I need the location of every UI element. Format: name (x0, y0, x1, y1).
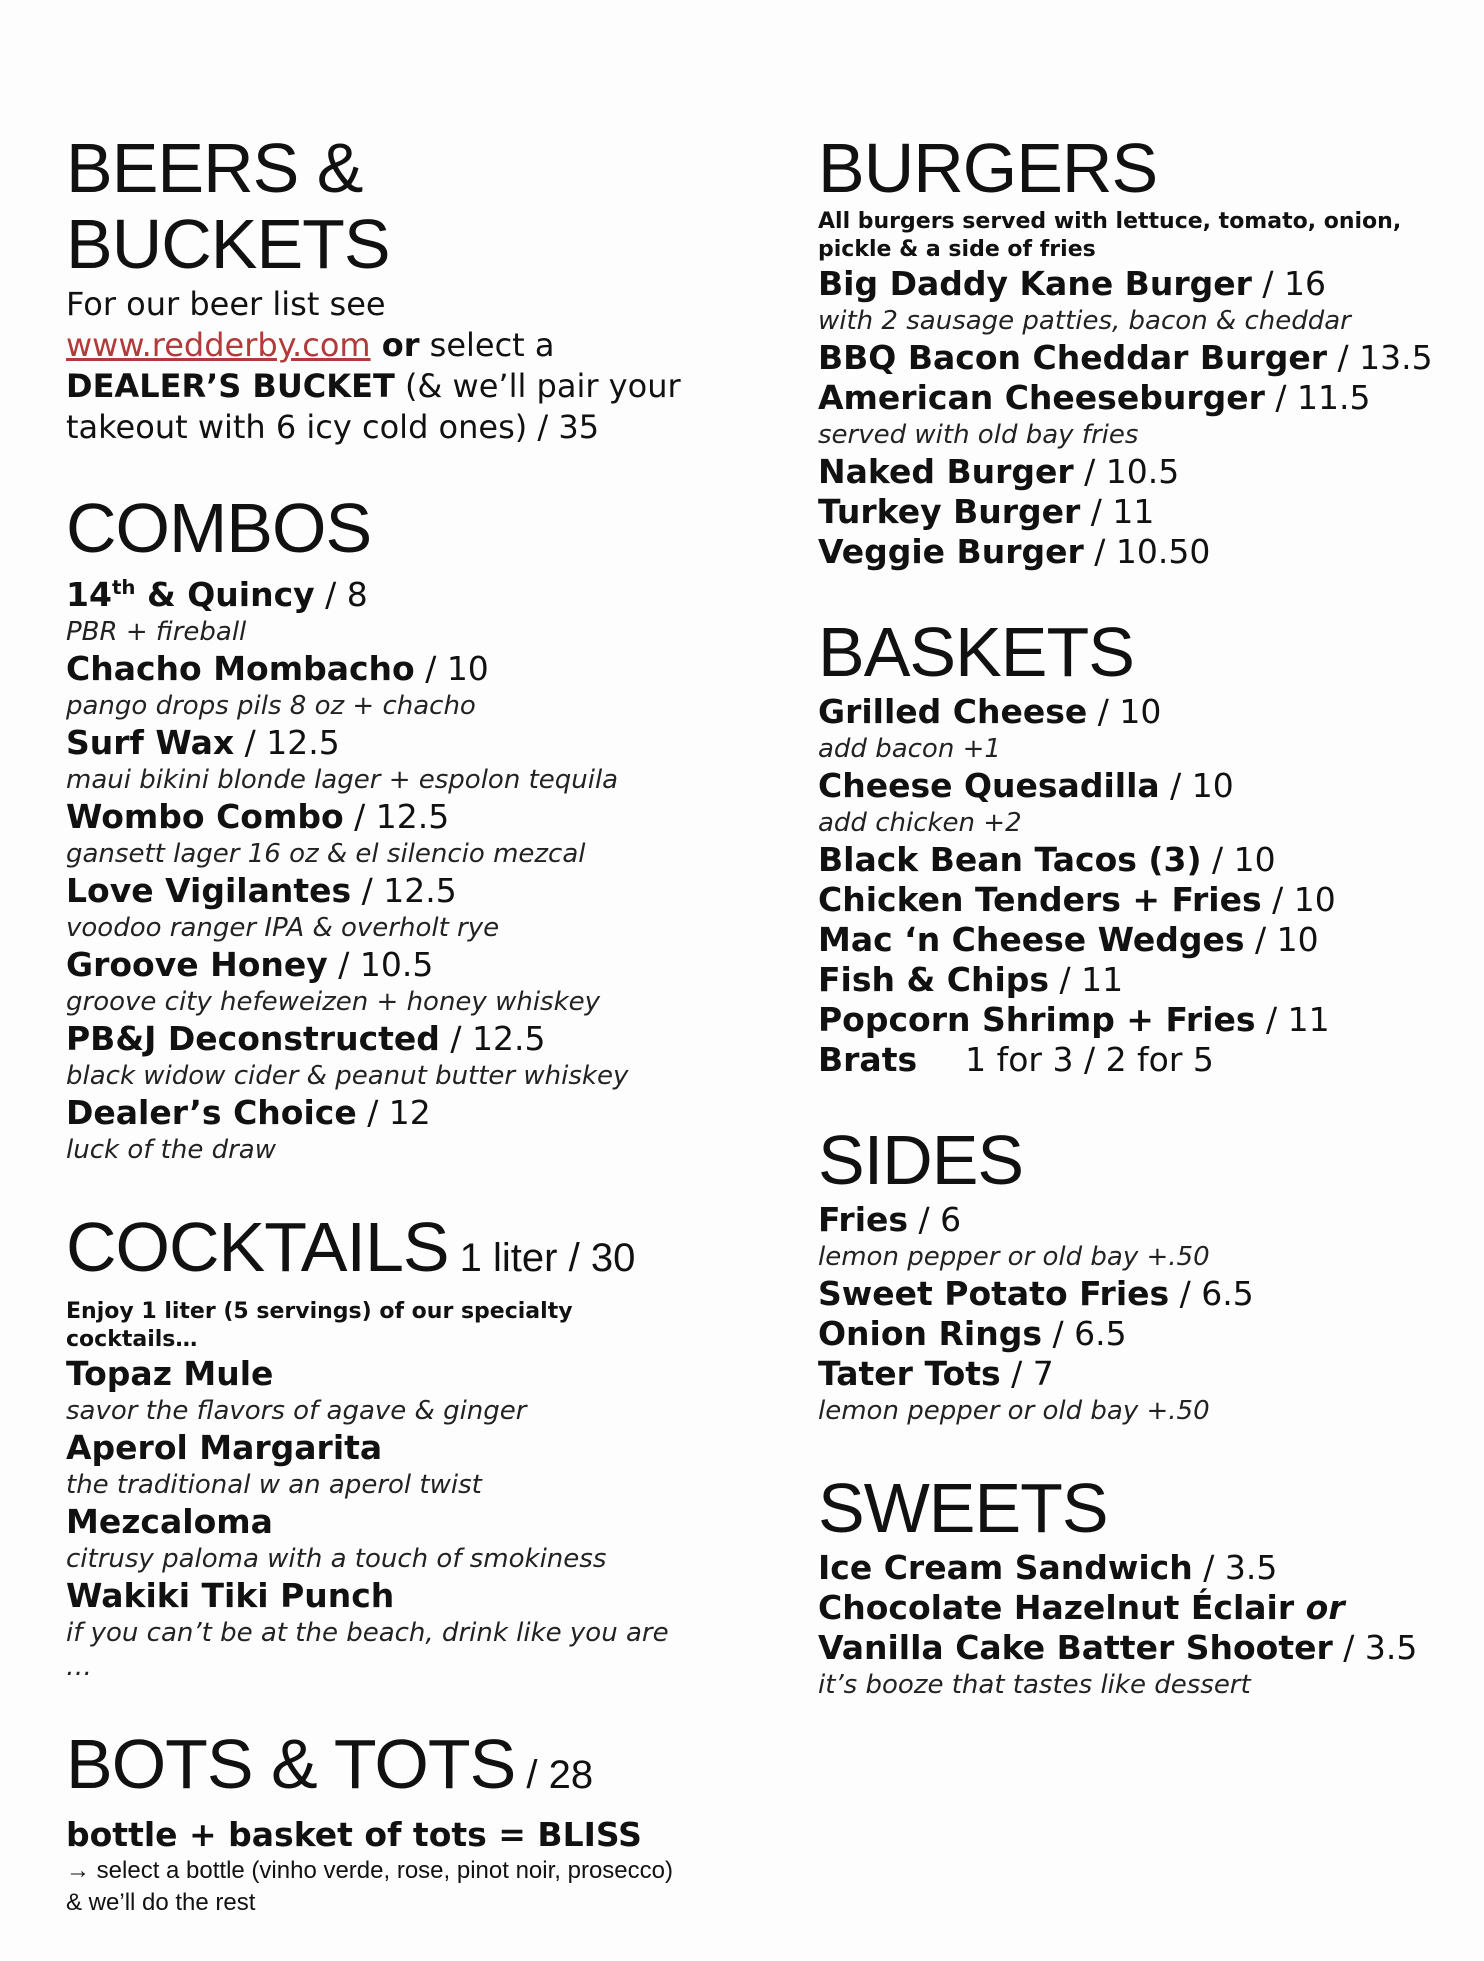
item-desc: luck of the draw (66, 1135, 276, 1165)
item-or: or (1294, 1588, 1345, 1627)
item-price: / 11 (1255, 1000, 1330, 1039)
menu-item (818, 766, 1438, 806)
item-name: Ice Cream Sandwich (818, 1548, 1193, 1587)
item-price: / 6.5 (1169, 1274, 1254, 1313)
item-price: / 11 (1080, 492, 1155, 531)
menu-item (818, 1000, 1438, 1040)
item-name: American Cheeseburger (818, 378, 1265, 417)
item-price: / 10.5 (1073, 452, 1180, 491)
burgers-section (818, 130, 1438, 572)
combos-list (66, 649, 686, 1167)
beer-list-link[interactable]: www.redderby.com (66, 326, 371, 364)
item-name: 14th & Quincy (66, 575, 315, 614)
menu-item (818, 840, 1438, 880)
menu-item (66, 1502, 686, 1542)
menu-item (818, 960, 1438, 1000)
item-price: / 10 (414, 649, 489, 688)
item-price: / 12 (356, 1093, 431, 1132)
burgers-heading: BURGERS (818, 129, 1158, 207)
menu-item (818, 880, 1438, 920)
item-name: Chocolate Hazelnut Éclair (818, 1588, 1295, 1627)
beers-line2b: select a (419, 326, 555, 364)
menu-item (818, 1588, 1438, 1628)
item-name: Mac ‘n Cheese Wedges (818, 920, 1245, 959)
menu-item (818, 264, 1438, 304)
sides-heading: SIDES (818, 1121, 1024, 1199)
menu-item (66, 1354, 686, 1394)
item-desc: groove city hefeweizen + honey whiskey (66, 987, 601, 1017)
bots-heading: BOTS & TOTS / 28 (66, 1725, 594, 1803)
menu-item (818, 1354, 1438, 1394)
item-name: BBQ Bacon Cheddar Burger (818, 338, 1328, 377)
item-price: / 10 (1201, 840, 1276, 879)
beers-section (66, 130, 686, 448)
bots-heading-price: / 28 (515, 1753, 594, 1797)
menu-item (66, 797, 686, 837)
sides-section (818, 1122, 1438, 1428)
beers-line1: For our beer list see (66, 285, 386, 323)
item-name: Love Vigilantes (66, 871, 352, 910)
menu-item (818, 532, 1438, 572)
item-price: / 8 (314, 575, 368, 614)
beers-heading: BEERS & BUCKETS (66, 129, 390, 283)
menu-item (66, 723, 686, 763)
cocktails-heading-price: 1 liter / 30 (448, 1236, 636, 1280)
item-price: / 3.5 (1192, 1548, 1278, 1587)
item-price: / 10 (1159, 766, 1234, 805)
baskets-list (818, 692, 1438, 1040)
item-desc: black widow cider & peanut butter whiskey (66, 1061, 629, 1091)
item-desc: voodoo ranger IPA & overholt rye (66, 913, 500, 943)
item-name: Fries (818, 1200, 909, 1239)
burgers-note: All burgers served with lettuce, tomato, onion, pickle & a side of fries (818, 209, 1402, 262)
cocktails-list (66, 1354, 686, 1684)
cocktails-section (66, 1209, 686, 1684)
item-desc: the traditional w an aperol twist (66, 1470, 482, 1500)
bots-section (66, 1726, 686, 1919)
item-name: Turkey Burger (818, 492, 1081, 531)
item-desc: add chicken +2 (818, 808, 1022, 838)
menu-item (818, 1040, 1438, 1080)
menu-item (66, 649, 686, 689)
item-price: / 13.5 (1327, 338, 1433, 377)
item-name: Brats (818, 1040, 918, 1079)
beers-line3: (& we’ll pair your (394, 367, 681, 405)
menu-item (66, 1428, 686, 1468)
menu-item (66, 945, 686, 985)
menu-item (818, 692, 1438, 732)
item-desc: with 2 sausage patties, bacon & cheddar (818, 306, 1351, 336)
bots-desc: → select a bottle (vinho verde, rose, pinot noir, prosecco) & we’ll do the rest (66, 1857, 673, 1916)
menu-item (66, 1093, 686, 1133)
menu-item (818, 338, 1438, 378)
sweets-heading: SWEETS (818, 1469, 1108, 1547)
item-price: / 7 (1000, 1354, 1054, 1393)
item-name: Topaz Mule (66, 1354, 274, 1393)
right-column (818, 130, 1438, 1744)
cocktails-note: Enjoy 1 liter (5 servings) of our specialty cocktails… (66, 1299, 573, 1352)
sides-list (818, 1200, 1438, 1428)
item-price: / 12.5 (351, 871, 457, 910)
item-name: Groove Honey (66, 945, 328, 984)
item-name: Mezcaloma (66, 1502, 273, 1541)
item-price: / 11.5 (1264, 378, 1371, 417)
menu-item (66, 871, 686, 911)
menu-item (818, 1200, 1438, 1240)
item-name: Wombo Combo (66, 797, 344, 836)
menu-item (818, 1314, 1438, 1354)
menu-item (66, 568, 686, 615)
item-price: / 6 (908, 1200, 962, 1239)
item-name: Popcorn Shrimp + Fries (818, 1000, 1256, 1039)
beers-line4: takeout with 6 icy cold ones) / 35 (66, 408, 600, 446)
baskets-section (818, 614, 1438, 1080)
item-desc: gansett lager 16 oz & el silencio mezcal (66, 839, 586, 869)
item-name: Sweet Potato Fries (818, 1274, 1170, 1313)
item-desc: add bacon +1 (818, 734, 1001, 764)
beers-intro (66, 284, 686, 448)
item-name: Chicken Tenders + Fries (818, 880, 1262, 919)
combos-heading: COMBOS (66, 489, 372, 567)
menu-item (818, 492, 1438, 532)
combos-section (66, 490, 686, 1167)
item-price: / 10 (1087, 692, 1162, 731)
item-name: Onion Rings (818, 1314, 1042, 1353)
menu-item (66, 1576, 686, 1616)
item-desc: lemon pepper or old bay +.50 (818, 1242, 1210, 1272)
item-price: / 12.5 (439, 1019, 546, 1058)
item-name: Grilled Cheese (818, 692, 1088, 731)
item-name: Naked Burger (818, 452, 1074, 491)
item-name: Veggie Burger (818, 532, 1084, 571)
item-name: Fish & Chips (818, 960, 1050, 999)
item-name: Big Daddy Kane Burger (818, 264, 1252, 303)
item-price: / 3.5 (1332, 1628, 1418, 1667)
item-desc: maui bikini blonde lager + espolon tequila (66, 765, 619, 795)
item-name: Tater Tots (818, 1354, 1001, 1393)
baskets-heading: BASKETS (818, 613, 1134, 691)
beers-or: or (370, 326, 420, 364)
item-name: Chacho Mombacho (66, 649, 415, 688)
sweets-section (818, 1470, 1438, 1702)
menu-item (818, 452, 1438, 492)
item-desc: served with old bay fries (818, 420, 1139, 450)
item-name: PB&J Deconstructed (66, 1019, 440, 1058)
item-price: / 10 (1244, 920, 1319, 959)
item-name: Black Bean Tacos (3) (818, 840, 1202, 879)
item-price: 1 for 3 / 2 for 5 (965, 1040, 1214, 1079)
item-name: Aperol Margarita (66, 1428, 383, 1467)
menu-item (818, 920, 1438, 960)
item-name: Dealer’s Choice (66, 1093, 357, 1132)
dealers-bucket-label: DEALER’S BUCKET (66, 367, 395, 405)
item-desc: citrusy paloma with a touch of smokiness (66, 1544, 607, 1574)
item-name: Cheese Quesadilla (818, 766, 1160, 805)
bots-tagline: bottle + basket of tots = BLISS (66, 1815, 642, 1854)
item-desc: PBR + fireball (66, 617, 247, 647)
item-name: Wakiki Tiki Punch (66, 1576, 395, 1615)
item-price: / 6.5 (1042, 1314, 1127, 1353)
item-desc: savor the flavors of agave & ginger (66, 1396, 527, 1426)
cocktails-heading: COCKTAILS 1 liter / 30 (66, 1208, 636, 1286)
item-price: / 12.5 (234, 723, 340, 762)
menu-item (818, 1548, 1438, 1588)
burgers-list (818, 264, 1438, 572)
item-desc: lemon pepper or old bay +.50 (818, 1396, 1210, 1426)
item-desc: pango drops pils 8 oz + chacho (66, 691, 476, 721)
left-column (66, 130, 686, 1961)
menu-item (66, 1019, 686, 1059)
item-price: / 10.5 (327, 945, 434, 984)
item-name: Vanilla Cake Batter Shooter (818, 1628, 1333, 1667)
item-price: / 11 (1049, 960, 1124, 999)
menu-item (818, 378, 1438, 418)
item-price: / 16 (1251, 264, 1326, 303)
item-desc: if you can’t be at the beach, drink like you are … (66, 1618, 669, 1682)
item-price: / 12.5 (343, 797, 450, 836)
item-desc: it’s booze that tastes like dessert (818, 1670, 1251, 1700)
item-name: Surf Wax (66, 723, 235, 762)
menu-item (818, 1628, 1438, 1668)
menu-item (818, 1274, 1438, 1314)
item-price: / 10.50 (1083, 532, 1211, 571)
item-price: / 10 (1261, 880, 1336, 919)
